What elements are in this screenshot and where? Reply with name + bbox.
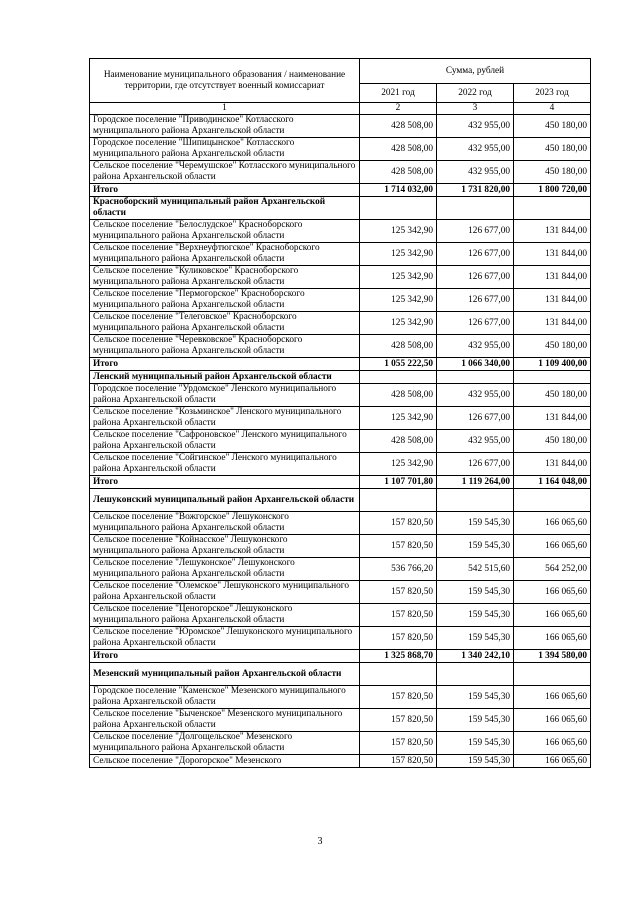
amount-2021: 125 342,90 [360,243,437,266]
table-row [90,220,591,243]
total-row [90,650,591,663]
amount-2021: 536 766,20 [360,558,437,581]
empty-cell [437,197,514,220]
empty-cell [360,489,437,512]
table-row [90,512,591,535]
column-index-row [90,103,591,115]
amount-2023: 131 844,00 [514,407,591,430]
settlement-name: Сельское поселение "Белослудское" Красноборского муниципального района Архангельской области [90,220,360,243]
amount-2023: 450 180,00 [514,430,591,453]
amount-2023: 564 252,00 [514,558,591,581]
amount-2022: 432 955,00 [437,138,514,161]
empty-cell [360,197,437,220]
table-row [90,430,591,453]
table-row [90,266,591,289]
amount-2022: 159 545,30 [437,581,514,604]
amount-2023: 166 065,60 [514,627,591,650]
amount-2023: 131 844,00 [514,312,591,335]
amount-2023: 450 180,00 [514,384,591,407]
table-row [90,732,591,755]
amount-2021: 1 055 222,50 [360,358,437,371]
table-row [90,335,591,358]
table-row [90,604,591,627]
amount-2022: 432 955,00 [437,335,514,358]
settlement-name: Городское поселение "Шипицынское" Котласского муниципального района Архангельской области [90,138,360,161]
settlement-name: Сельское поселение "Долгощельское" Мезенского муниципального района Архангельской области [90,732,360,755]
settlement-name: Сельское поселение "Черемушское" Котласского муниципального района Архангельской области [90,161,360,184]
district-heading-row [90,371,591,384]
amount-2022: 126 677,00 [437,289,514,312]
settlement-name: Сельское поселение "Куликовское" Красноборского муниципального района Архангельской области [90,266,360,289]
district-heading-row [90,489,591,512]
amount-2022: 1 731 820,00 [437,184,514,197]
amount-2022: 159 545,30 [437,686,514,709]
amount-2023: 166 065,60 [514,604,591,627]
empty-cell [360,663,437,686]
amount-2023: 1 394 580,00 [514,650,591,663]
settlement-name: Городское поселение "Урдомское" Ленского муниципального района Архангельской области [90,384,360,407]
table-row [90,243,591,266]
table-row [90,138,591,161]
settlement-name: Сельское поселение "Койнасское" Лешуконского муниципального района Архангельской области [90,535,360,558]
amount-2023: 131 844,00 [514,243,591,266]
amount-2022: 159 545,30 [437,627,514,650]
amount-2022: 126 677,00 [437,266,514,289]
amount-2023: 450 180,00 [514,335,591,358]
table-row [90,627,591,650]
amount-2021: 428 508,00 [360,161,437,184]
district-name: Ленский муниципальный район Архангельской области [90,371,360,384]
amount-2021: 157 820,50 [360,709,437,732]
amount-2021: 125 342,90 [360,312,437,335]
amount-2021: 157 820,50 [360,512,437,535]
settlement-name: Городское поселение "Приводинское" Котласского муниципального района Архангельской области [90,115,360,138]
settlement-name: Сельское поселение "Телеговское" Красноборского муниципального района Архангельской области [90,312,360,335]
settlement-name: Сельское поселение "Пермогорское" Красноборского муниципального района Архангельской области [90,289,360,312]
amount-2022: 1 340 242,10 [437,650,514,663]
settlement-name: Сельское поселение "Козьминское" Ленского муниципального района Архангельской области [90,407,360,430]
page-number: 3 [317,836,323,847]
amount-2023: 1 164 048,00 [514,476,591,489]
settlement-name: Сельское поселение "Сафроновское" Ленского муниципального района Архангельской области [90,430,360,453]
header-year-2022: 2022 год [437,84,514,103]
empty-cell [514,663,591,686]
table-row [90,115,591,138]
column-index-4: 4 [514,103,591,115]
amount-2021: 157 820,50 [360,627,437,650]
column-index-2: 2 [360,103,437,115]
amount-2021: 428 508,00 [360,115,437,138]
amount-2022: 159 545,30 [437,535,514,558]
amount-2021: 428 508,00 [360,384,437,407]
total-label: Итого [90,650,360,663]
amount-2021: 125 342,90 [360,266,437,289]
amount-2023: 131 844,00 [514,266,591,289]
table-row [90,581,591,604]
amount-2022: 432 955,00 [437,115,514,138]
table-row [90,686,591,709]
amount-2021: 428 508,00 [360,335,437,358]
amount-2021: 1 714 032,00 [360,184,437,197]
settlement-name: Сельское поселение "Сойгинское" Ленского муниципального района Архангельской области [90,453,360,476]
amount-2022: 159 545,30 [437,512,514,535]
amount-2022: 126 677,00 [437,312,514,335]
amount-2023: 1 800 720,00 [514,184,591,197]
amount-2021: 1 107 701,80 [360,476,437,489]
table-row [90,709,591,732]
settlement-name: Городское поселение "Каменское" Мезенского муниципального района Архангельской области [90,686,360,709]
header-sum-title: Сумма, рублей [360,59,591,84]
settlement-name: Сельское поселение "Вожгорское" Лешуконского муниципального района Архангельской области [90,512,360,535]
total-row [90,184,591,197]
amount-2021: 125 342,90 [360,220,437,243]
amount-2023: 450 180,00 [514,115,591,138]
empty-cell [360,371,437,384]
amount-2021: 125 342,90 [360,453,437,476]
empty-cell [437,663,514,686]
empty-cell [514,371,591,384]
amount-2023: 166 065,60 [514,755,591,768]
amount-2023: 166 065,60 [514,732,591,755]
amount-2022: 126 677,00 [437,453,514,476]
amount-2021: 1 325 868,70 [360,650,437,663]
amount-2021: 157 820,50 [360,535,437,558]
table-row [90,161,591,184]
settlement-name: Сельское поселение "Быченское" Мезенского муниципального района Архангельской области [90,709,360,732]
amount-2022: 1 119 264,00 [437,476,514,489]
amount-2021: 157 820,50 [360,581,437,604]
amount-2022: 159 545,30 [437,709,514,732]
amount-2023: 166 065,60 [514,512,591,535]
amount-2021: 157 820,50 [360,732,437,755]
header-year-2023: 2023 год [514,84,591,103]
header-row [90,59,591,84]
settlement-name: Сельское поселение "Олемское" Лешуконского муниципального района Архангельской области [90,581,360,604]
table-row [90,535,591,558]
amount-2023: 131 844,00 [514,453,591,476]
header-name-column: Наименование муниципального образования / наименование территории, где отсутствует военный комиссариат [90,59,360,103]
table-row [90,312,591,335]
amount-2023: 450 180,00 [514,161,591,184]
total-label: Итого [90,184,360,197]
table-row [90,453,591,476]
settlement-name: Сельское поселение "Дорогорское" Мезенского [90,755,360,768]
amount-2023: 450 180,00 [514,138,591,161]
settlement-name: Сельское поселение "Ценогорское" Лешуконского муниципального района Архангельской области [90,604,360,627]
amount-2022: 159 545,30 [437,755,514,768]
amount-2023: 166 065,60 [514,686,591,709]
total-row [90,358,591,371]
amount-2022: 542 515,60 [437,558,514,581]
district-name: Лешуконский муниципальный район Архангельской области [90,489,360,512]
table-row [90,558,591,581]
district-heading-row [90,197,591,220]
column-index-1: 1 [90,103,360,115]
total-label: Итого [90,476,360,489]
table-row [90,755,591,768]
amount-2021: 157 820,50 [360,755,437,768]
total-row [90,476,591,489]
district-heading-row [90,663,591,686]
header-year-2021: 2021 год [360,84,437,103]
amount-2022: 126 677,00 [437,220,514,243]
amount-2021: 157 820,50 [360,686,437,709]
amount-2022: 432 955,00 [437,161,514,184]
appropriations-table [89,58,591,768]
amount-2023: 166 065,60 [514,581,591,604]
empty-cell [437,371,514,384]
amount-2022: 126 677,00 [437,407,514,430]
table-row [90,289,591,312]
settlement-name: Сельское поселение "Лешуконское" Лешуконского муниципального района Архангельской области [90,558,360,581]
amount-2021: 428 508,00 [360,430,437,453]
column-index-3: 3 [437,103,514,115]
amount-2023: 131 844,00 [514,289,591,312]
amount-2023: 166 065,60 [514,709,591,732]
empty-cell [514,197,591,220]
amount-2023: 131 844,00 [514,220,591,243]
amount-2022: 432 955,00 [437,430,514,453]
amount-2021: 428 508,00 [360,138,437,161]
amount-2021: 157 820,50 [360,604,437,627]
amount-2022: 159 545,30 [437,604,514,627]
amount-2022: 1 066 340,00 [437,358,514,371]
amount-2022: 126 677,00 [437,243,514,266]
settlement-name: Сельское поселение "Черевковское" Красноборского муниципального района Архангельской области [90,335,360,358]
amount-2022: 159 545,30 [437,732,514,755]
amount-2023: 166 065,60 [514,535,591,558]
district-name: Красноборский муниципальный район Архангельской области [90,197,360,220]
table-row [90,407,591,430]
empty-cell [437,489,514,512]
settlement-name: Сельское поселение "Верхнеуфтюгское" Красноборского муниципального района Архангельской области [90,243,360,266]
amount-2021: 125 342,90 [360,289,437,312]
amount-2023: 1 109 400,00 [514,358,591,371]
amount-2022: 432 955,00 [437,384,514,407]
table-row [90,384,591,407]
empty-cell [514,489,591,512]
amount-2021: 125 342,90 [360,407,437,430]
settlement-name: Сельское поселение "Юромское" Лешуконского муниципального района Архангельской области [90,627,360,650]
total-label: Итого [90,358,360,371]
district-name: Мезенский муниципальный район Архангельской области [90,663,360,686]
